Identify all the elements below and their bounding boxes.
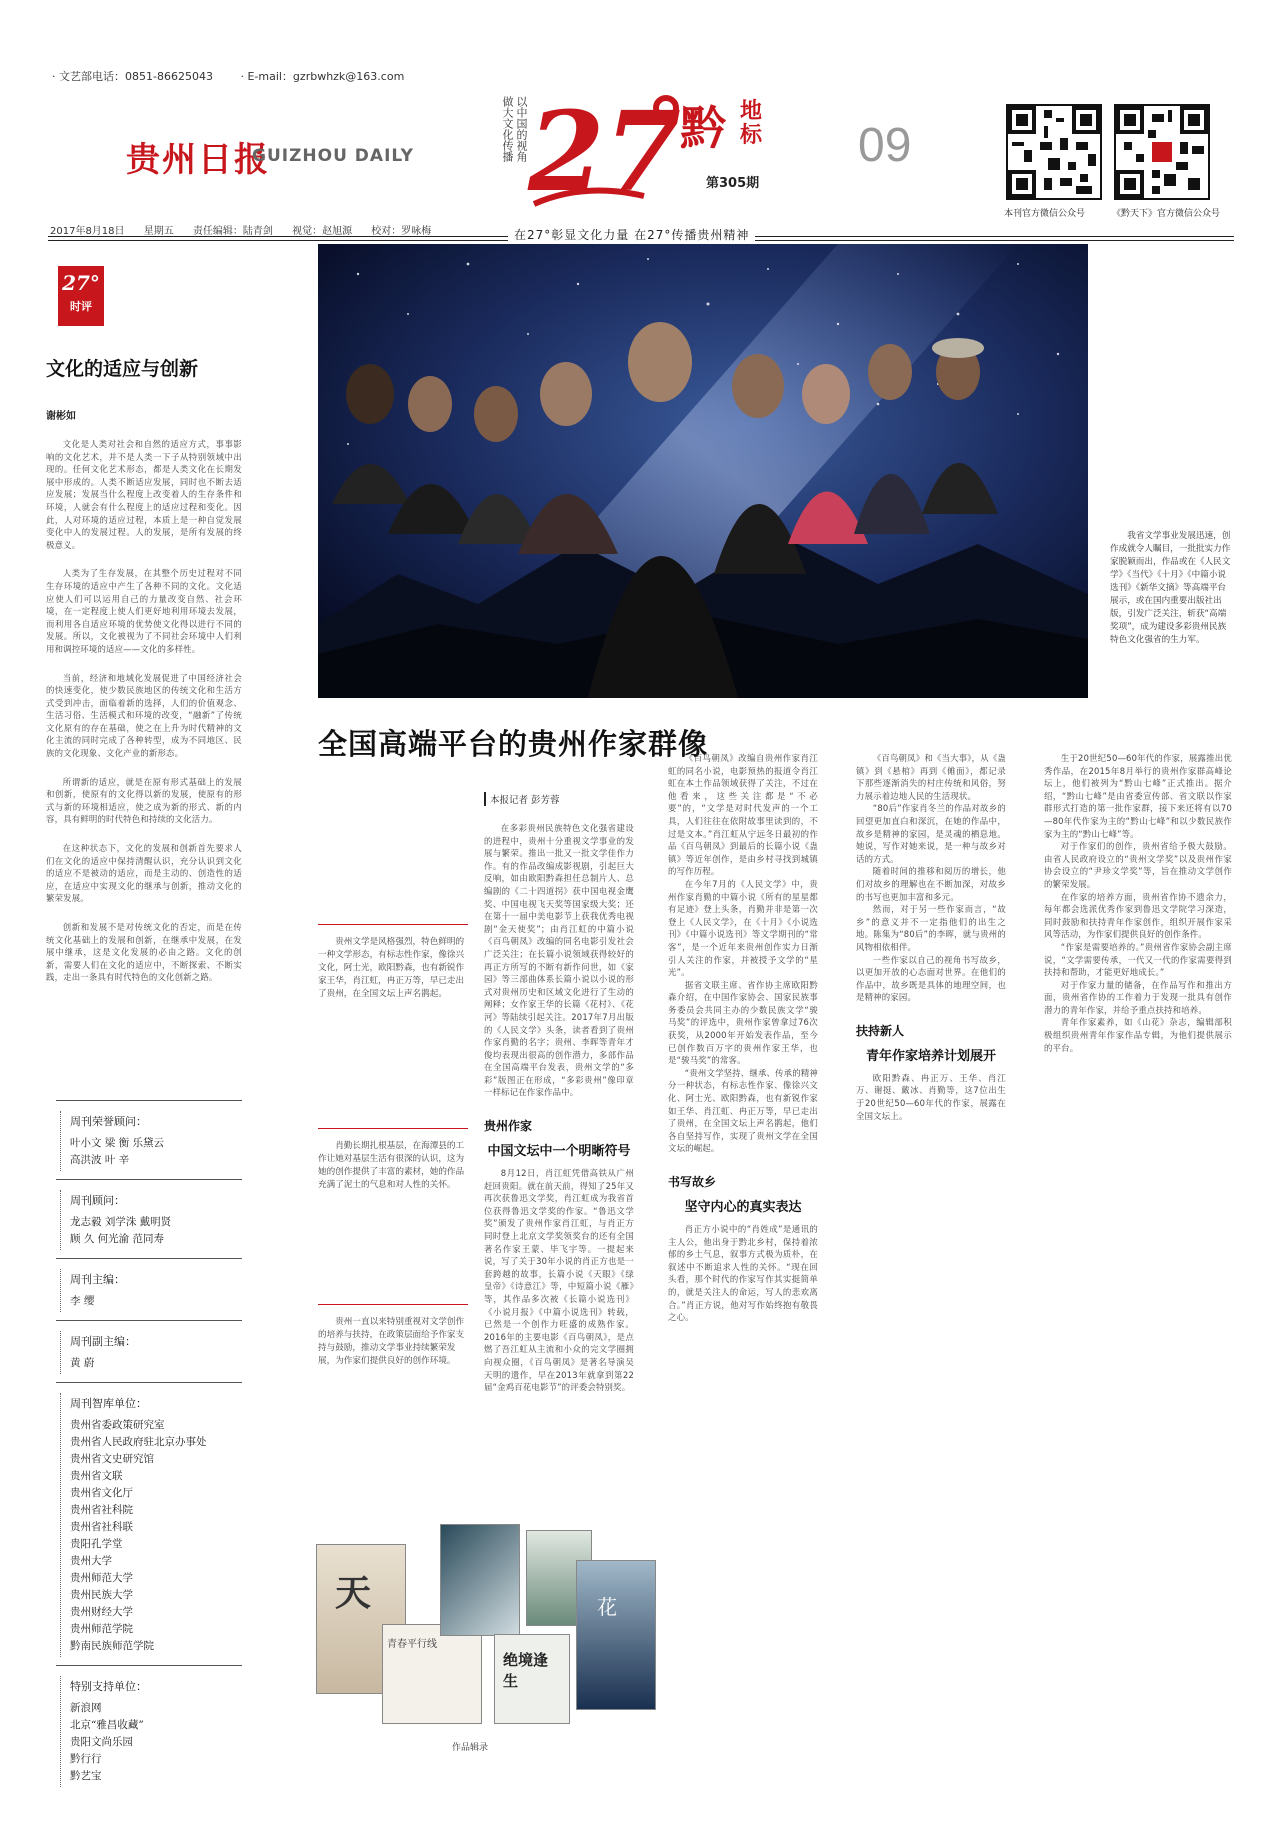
visual-editor: 视觉：赵旭源	[292, 226, 353, 237]
staff-item: 贵州师范大学	[70, 1572, 133, 1584]
article-paragraph: 然而，对于另一些作家而言，“故乡”的意义并不一定指他们的出生之地。陈集为“80后”的李晖，就与贵州的风物相依相伴。	[856, 904, 1006, 952]
article-paragraph: 青年作家素养，如《山花》杂志，编辑部积极组织贵州青年作家作品专辑，为他们提供展示的平台。	[1044, 1017, 1232, 1053]
article-paragraph: 生于20世纪50—60年代的作家，展露推出优秀作品，在2015年8月举行的贵州作家群高峰论坛上，他们被列为“黔山七峰”正式推出。据介绍，“黔山七峰”是由省委宣传部、省文联以作家群形式打造的第一批作家群，接下来还将有以70—80年代作家为主的“黔山七峰”和以少数民族作家为主的“黔山七峰”等。	[1044, 753, 1232, 839]
staff-item: 贵州财经大学	[70, 1606, 133, 1618]
staff-item: 北京“雅昌收藏”	[70, 1719, 144, 1731]
qr-code-icon	[1114, 104, 1210, 200]
tagline: 在27°彰显文化力量 在27°传播贵州精神	[508, 226, 755, 243]
weekday: 星期五	[143, 226, 174, 237]
article-column	[668, 752, 818, 1324]
staff-item: 龙志毅 刘学洙 戴明贤	[70, 1216, 172, 1228]
article-column	[856, 752, 1006, 1122]
article-paragraph: 在今年7月的《人民文学》中，贵州作家肖勤的中篇小说《所有的星星都有足迹》登上头条，肖勤并非是第一次登上《人民文学》，在《十月》《小说选刊》《中篇小说选刊》等文学期刊的“常客”，是一个近年来贵州创作实力日渐引人关注的作家，并被授予文学的“星光”。	[668, 878, 818, 978]
staff-item: 贵州省文联	[70, 1470, 123, 1482]
staff-box	[56, 1100, 242, 1795]
paper-logo-en: GUIZHOU DAILY	[252, 146, 414, 166]
staff-item: 贵阳文尚乐园	[70, 1736, 133, 1748]
staff-item: 黔行行	[70, 1753, 102, 1765]
staff-item: 贵州省委政策研究室	[70, 1419, 165, 1431]
quote-rule	[318, 1304, 468, 1305]
book-cover	[440, 1524, 520, 1636]
section-kicker: 书写故乡	[668, 1175, 717, 1189]
article-paragraph: 在多彩贵州民族特色文化强省建设的进程中，贵州十分重视文学事业的发展与繁荣。推出一批又一批文学佳作力作。有的作品改编成影视剧，引起巨大反响，如由欧阳黔森担任总制片人、总编剧的《二十四道拐》获中国电视金鹰奖、中国电视飞天奖等国家级大奖；还在第十一届中美电影节上获我优秀电视剧“金天使奖”；由肖江虹的中篇小说《百鸟朝凤》改编的同名电影引发社会广泛关注；在长篇小说领域获得较好的再正方所写的不断有新作问世，如《家园》等三部曲体系长篇小说以小说的形式对贵州历史和区域文化进行了生动的阐释；女作家王华的长篇《花村》、《花河》等陆续引起关注。2017年7月出版的《人民文学》头条，读者看到了贵州作家肖勤的名字；贵州、李晖等青年才俊均表现出很高的创作潜力，多部作品在全国高端平台发表，贵州文学的“多彩”版图正在形成，“多彩贵州”像印章一样标记在作家作品中。	[484, 823, 634, 1098]
section-kicker: 扶持新人	[856, 1023, 905, 1038]
staff-label: 周刊顾问：	[70, 1194, 125, 1207]
staff-section	[56, 1382, 242, 1665]
article-byline: 本报记者 彭芳蓉	[484, 792, 560, 806]
article-paragraph: 对于作家力量的储备，在作品写作和推出方面，贵州省作协的工作着力于发现一批具有创作潜力的青年作家，并给予重点扶持和培养。	[1044, 979, 1232, 1015]
staff-item: 新浪网	[70, 1702, 102, 1714]
article-paragraph: “80后”作家肖冬兰的作品对故乡的回望更加直白和深沉，在她的作品中，故乡是精神的家园，是灵魂的栖息地。她说，写作对她来说，是一种与故乡对话的方式。	[856, 803, 1006, 864]
section-kicker: 贵州作家	[484, 1119, 533, 1134]
staff-item: 黔南民族师范学院	[70, 1640, 154, 1652]
article-paragraph: 一些作家以自己的视角书写故乡，以更加开放的心态面对世界。在他们的作品中，故乡既是具体的地理空间，也是精神的家园。	[856, 954, 1006, 1003]
slogan-line-2: 做大文化传播	[501, 96, 514, 162]
staff-item: 贵州省社科院	[70, 1504, 133, 1516]
article-paragraph: 对于作家们的创作，贵州省给予极大鼓励。由省人民政府设立的“贵州文学奖”以及贵州作家协会设立的“尹珍文学奖”等，旨在推动文学创作的繁荣发展。	[1044, 841, 1232, 889]
staff-item: 叶小文 梁 衡 乐黛云	[70, 1137, 165, 1149]
article-column	[1044, 752, 1232, 1054]
staff-label: 周刊荣誉顾问：	[70, 1115, 147, 1128]
pull-quote: 肖勤长期扎根基层，在海潭县的工作让她对基层生活有很深的认识，这为她的创作提供了丰富的素材，她的作品充满了泥土的气息和对人性的关怀。	[318, 1141, 465, 1190]
article-paragraph: 欧阳黔森、冉正万、王华、肖江万、谢挺、戴冰、肖勤等，这7位出生于20世纪50—60年代的作家，展露在全国文坛上。	[856, 1072, 1006, 1121]
staff-item: 贵阳孔学堂	[70, 1538, 123, 1550]
commentary-badge	[58, 266, 104, 326]
article-paragraph: 肖正方小说中的“肖姓成”是通讯的主人公，他出身于黔北乡村，保持着浓郁的乡土气息，叙事方式极为质朴，在叙述中不断追求人性的关怀。“现在回头看，那个时代的作家写作其实挺简单的，就是关注人的命运，写人的悲欢离合。”肖正方说，他对写作始终抱有敬畏之心。	[668, 1224, 818, 1323]
staff-item: 贵州省文化厅	[70, 1487, 133, 1499]
photo-caption: 我省文学事业发展迅速，创作成就令人瞩目，一批批实力作家脱颖而出，作品或在《人民文学》《当代》《十月》《中篇小说选刊》《新华文摘》等高端平台展示，或在国内重要出版社出版，引发广泛关注，斩获“高端奖项”，成为建设多彩贵州民族特色文化强省的生力军。	[1110, 531, 1231, 645]
article-paragraph: 在作家的培养方面，贵州省作协不遗余力，每年都会选派优秀作家到鲁迅文学院学习深造，同时鼓励和扶持青年作家创作，组织开展作家采风等活动，为作家们提供良好的创作条件。	[1044, 891, 1232, 940]
commentary-column	[46, 256, 242, 984]
commentary-paragraph: 所谓新的适应，就是在原有形式基础上的发展和创新，使原有的文化得以新的发展，使原有的形式与新的环境相适应，使之成为新的形式、新的内容，具有鲜明的时代特色和持续的文化活力。	[46, 776, 242, 825]
article-column	[484, 822, 634, 1394]
staff-item: 黄 蔚	[70, 1357, 95, 1369]
svg-text:27: 27	[528, 87, 682, 216]
brand-sub: 地标	[740, 99, 763, 148]
article-headline: 全国高端平台的贵州作家群像	[318, 727, 709, 761]
book-title: 天	[335, 1572, 372, 1614]
commentary-author: 谢彬如	[46, 411, 76, 422]
commentary-paragraph: 人类为了生存发展，在其整个历史过程对不同生存环境的适应中产生了各种不同的文化。文化适应使人们可以运用自己的力量改变自然、社会环境，在一定程度上使人们更好地利用环境去发展，而利用各自适应环境的优势使文化得以进行不同的发展。所以，文化被视为了不同社会环境中人们利用和调控环境的适应——文化的多样性。	[46, 568, 242, 654]
page-number: 09	[858, 119, 912, 172]
section-title: 坚守内心的真实表达	[684, 1200, 802, 1215]
staff-item: 顾 久 何光渝 范同寿	[70, 1233, 165, 1245]
pull-quote: 贵州文学是风格强烈，特色鲜明的一种文学形态，有标志性作家，像徐兴文化，阿士光，欧阳黔森，也有新锐作家王华，肖江虹，冉正万等，早已走出了贵州，在全国文坛上声名鹊起。	[318, 937, 465, 999]
books-caption: 作品辑录	[452, 1743, 489, 1753]
slogan	[488, 96, 528, 186]
commentary-paragraph: 创新和发展不是对传统文化的否定，而是在传统文化基础上的发展和创新，在继承中发展，在发展中继承，这是文化发展的必由之路。文化的创新，需要人们在文化的适应中，不断探索、不断实践，走出一条具有时代特色的文化创新之路。	[46, 922, 242, 983]
book-covers-collage	[316, 1524, 656, 1724]
article-paragraph: “贵州文学坚持、继承、传承的精神分一种状态，有标志性作家、像徐兴文化、阿士光、欧阳黔森，也有新锐作家如王华、肖江虹、冉正万等，早已走出了贵州，在全国文坛上声名鹊起，他们各自坚持写作，实现了贵州文学在全国文坛的崛起。	[668, 1067, 818, 1154]
book-title: 花	[597, 1595, 617, 1619]
slogan-line-1: 以中国的视角	[515, 96, 528, 162]
book-cover	[494, 1634, 570, 1724]
staff-label: 周刊副主编：	[70, 1335, 136, 1348]
staff-item: 贵州师范学院	[70, 1623, 133, 1635]
book-title: 青春平行线	[387, 1639, 437, 1650]
brand-27-logo	[524, 86, 684, 216]
writers-group-photo	[318, 244, 1088, 698]
staff-item: 黔艺宝	[70, 1770, 102, 1782]
staff-label: 特别支持单位：	[70, 1680, 147, 1693]
badge-number: 27°	[62, 271, 100, 295]
commentary-paragraph: 当前，经济和地域化发展促进了中国经济社会的快速变化，使少数民族地区的传统文化和生活方式受到冲击，面临着新的选择，人们的价值观念、生活习俗、生活模式和环境的改变，“融新”了传统文化原有的存在基础，使之在上升为时代精神的文化主流的同时完成了各种转型，成为不同地区、民族的文化现象、文化产业的新形态。	[46, 672, 242, 759]
article-paragraph: 随着时间的推移和阅历的增长，他们对故乡的理解也在不断加深，对故乡的书写也更加丰富和多元。	[856, 866, 1006, 902]
date: 2017年8月18日	[50, 226, 125, 237]
book-cover	[576, 1560, 656, 1710]
staff-item: 李 缨	[70, 1295, 95, 1307]
article-paragraph: 8月12日，肖江虹凭借高铁从广州赶回贵阳。就在前天前，得知了25年又再次获鲁迅文学奖，肖江虹成为我省首位获得鲁迅文学奖的作家。“鲁迅文学奖”颁发了贵州作家肖江虹，与肖正方同时登上北京文学奖领奖台的还有全国著名作家王蒙、毕飞宇等。一提起来说，写了关于30年小说的肖正方也是一套跨越的故事，长篇小说《天眼》《绿皇帝》《诗意江》等，中短篇小说《雁》等，其作品多次被《长篇小说选刊》《小说月报》《中篇小说选刊》转载，已然是一个创作力旺盛的成熟作家。2016年的主要电影《百鸟朝凤》，是点燃了吾江虹从主流和小众的完文学圈拥向视众圈，《百鸟朝凤》是著名导演吴天明的遗作，早在2013年就拿到第22届“金鸡百花电影节”的评委会特别奖。	[484, 1168, 634, 1393]
staff-item: 贵州省文史研究馆	[70, 1453, 154, 1465]
staff-section	[56, 1179, 242, 1258]
proofreader: 校对：罗咏梅	[371, 226, 432, 237]
staff-section	[56, 1665, 242, 1795]
paper-logo: 贵州日报	[126, 140, 270, 180]
quote-rule	[318, 924, 468, 925]
qr2-caption: 《黔天下》官方微信公众号	[1112, 209, 1221, 219]
staff-section	[56, 1100, 242, 1179]
quote-rule	[318, 1128, 468, 1129]
staff-label: 周刊智库单位：	[70, 1397, 147, 1410]
commentary-title: 文化的适应与创新	[46, 358, 199, 380]
staff-section	[56, 1258, 242, 1320]
section-title: 中国文坛中一个明晰符号	[487, 1144, 631, 1160]
qr1-caption: 本刊官方微信公众号	[1004, 209, 1086, 219]
book-title: 绝境逢生	[503, 1651, 549, 1690]
article-paragraph: 《百鸟朝凤》和《当大事》，从《蛊镇》到《悬棺》再到《傩面》，都记录下那些逐渐消失的村庄传统和风俗，努力展示着边地人民的生活现状。	[856, 753, 1006, 801]
article-paragraph: 《百鸟朝凤》改编自贵州作家肖江虹的同名小说，电影预热的报道令肖江虹在本土作品领域获得了关注，不过在他看来，这些关注都是“不必要”的，“文学是对时代发声的一个工具，人们往往在依附故事里读到的，不过是文本。”肖江虹从宁远冬日最初的作品《百鸟朝凤》到最后的长篇小说《蛊镇》等近年创作，是由乡村寻找到城镇的写作历程。	[668, 753, 818, 877]
article-paragraph: “作家是需要培养的。”贵州省作家协会副主席说，“文学需要传承，一代又一代的作家需要得到扶持和帮助，才能更好地成长。”	[1044, 941, 1232, 978]
article-paragraph: 据省文联主席、省作协主席欧阳黔森介绍，在中国作家协会、国家民族事务委员会共同主办的少数民族文学“骏马奖”的评选中，贵州作家曾拿过76次获奖，从2000年开始发表作品，至今已创作数百万字的贵州作家王华，也是“骏马奖”的常客。	[668, 979, 818, 1066]
staff-section	[56, 1320, 242, 1382]
staff-item: 贵州省人民政府驻北京办事处	[70, 1436, 207, 1448]
commentary-paragraph: 在这种状态下，文化的发展和创新首先要求人们在文化的适应中保持清醒认识，充分认识到文化的适应不是被动的适应，而是主动的、创造性的适应，在适应中实现文化的继承与创新，推动文化的繁荣发展。	[46, 843, 242, 904]
issue-number: 第305期	[706, 176, 760, 191]
staff-item: 贵州民族大学	[70, 1589, 133, 1601]
staff-label: 周刊主编：	[70, 1273, 125, 1286]
staff-item: 贵州省社科联	[70, 1521, 133, 1533]
brand-name: 黔	[680, 101, 726, 155]
pull-quote: 贵州一直以来特别重视对文学创作的培养与扶持，在政策层面给予作家支持与鼓励，推动文学事业持续繁荣发展，为作家们提供良好的创作环境。	[318, 1317, 465, 1366]
book-cover	[382, 1624, 482, 1724]
qr-code-icon	[1006, 104, 1102, 200]
email-text: · E-mail：gzrbwhzk@163.com	[240, 70, 405, 83]
contact-line	[52, 68, 428, 84]
staff-item: 高洪波 叶 辛	[70, 1154, 130, 1166]
phone-text: · 文艺部电话：0851-86625043	[52, 70, 213, 83]
commentary-paragraph: 文化是人类对社会和自然的适应方式，事事影响的文化艺术，并不是人类一下子从特别领域中出现的。任何文化艺术形态，都是人类文化在长期发展中形成的。人类不断适应发展，同时也不断去适应发展；发展当什么程度上改变着人的生存条件和环境，人就会有什么程度上的适应过程和变化。因此，人对环境的适应过程，本质上是一种自觉发展变化中人的发展过程。人的发展，是所有发展的终极意义。	[46, 439, 242, 550]
staff-item: 贵州大学	[70, 1555, 112, 1567]
badge-label: 时评	[70, 300, 92, 313]
section-title: 青年作家培养计划展开	[865, 1048, 996, 1064]
editor: 责任编辑：陆青剑	[192, 226, 273, 237]
